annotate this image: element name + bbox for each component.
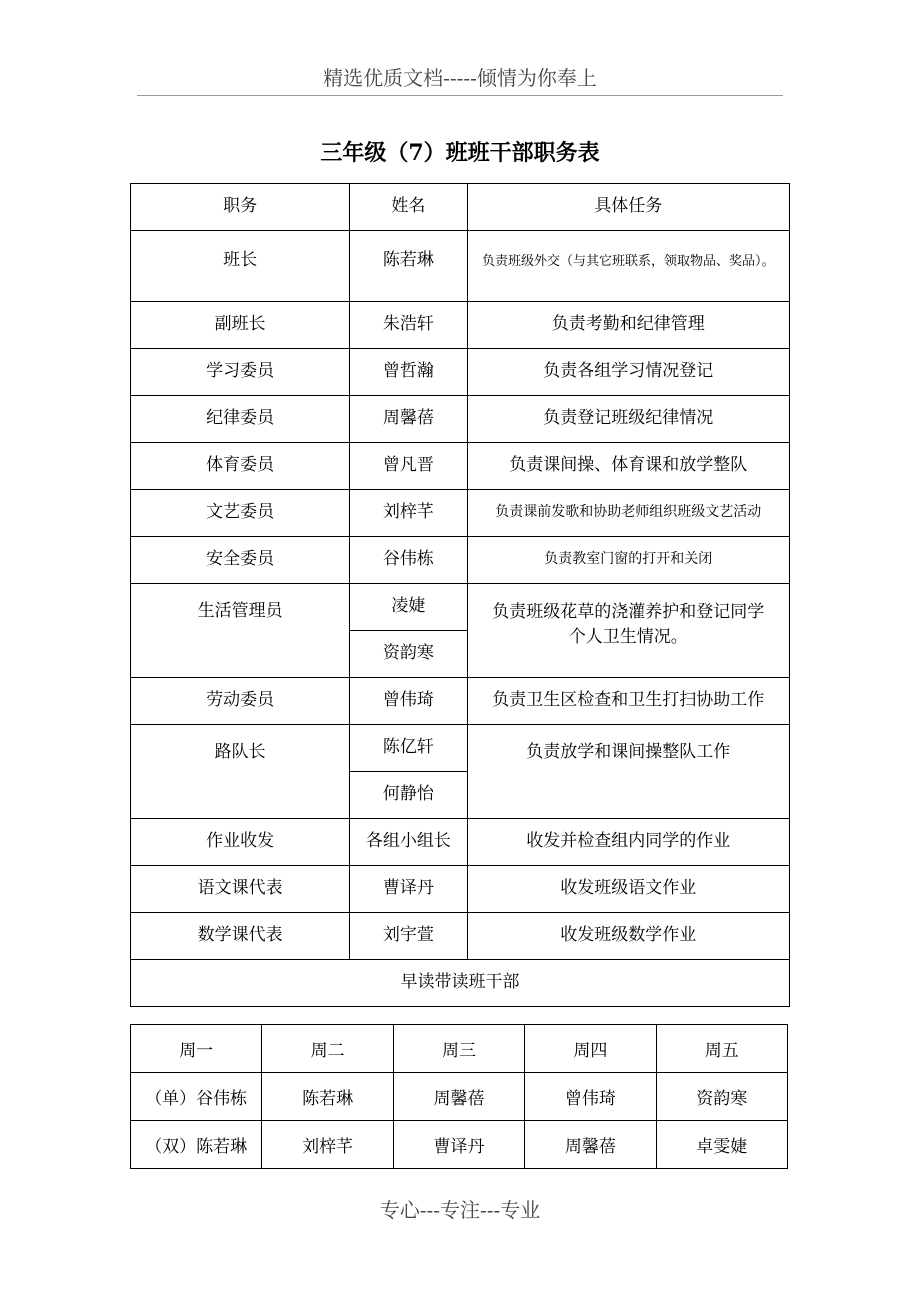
column-header-role: 职务 xyxy=(131,184,350,231)
role-cell: 纪律委员 xyxy=(131,396,350,443)
schedule-cell: 资韵寒 xyxy=(656,1073,787,1121)
name-cell: 资韵寒 xyxy=(350,631,467,678)
task-cell: 负责放学和课间操整队工作 xyxy=(467,725,790,819)
role-cell: 劳动委员 xyxy=(131,678,350,725)
table-header-row xyxy=(131,184,790,231)
task-cell: 收发班级语文作业 xyxy=(467,866,790,913)
table-row xyxy=(131,490,790,537)
role-cell: 副班长 xyxy=(131,302,350,349)
schedule-cell: 卓雯婕 xyxy=(656,1121,787,1169)
schedule-double-week-row xyxy=(131,1121,788,1169)
task-cell: 负责课前发歌和协助老师组织班级文艺活动 xyxy=(467,490,790,537)
name-cell: 曾凡晋 xyxy=(350,443,467,490)
schedule-cell: （单）谷伟栋 xyxy=(131,1073,262,1121)
schedule-cell: 周馨蓓 xyxy=(525,1121,656,1169)
day-header: 周五 xyxy=(656,1025,787,1073)
schedule-single-week-row xyxy=(131,1073,788,1121)
role-cell: 路队长 xyxy=(131,725,350,819)
role-cell: 作业收发 xyxy=(131,819,350,866)
header-divider xyxy=(137,95,783,96)
role-cell: 安全委员 xyxy=(131,537,350,584)
column-header-task: 具体任务 xyxy=(467,184,790,231)
schedule-cell: 陈若琳 xyxy=(262,1073,393,1121)
role-cell: 体育委员 xyxy=(131,443,350,490)
table-row xyxy=(131,231,790,302)
task-cell: 负责各组学习情况登记 xyxy=(467,349,790,396)
name-cell: 凌婕 xyxy=(350,584,467,631)
table-row xyxy=(131,396,790,443)
task-cell: 负责班级花草的浇灌养护和登记同学个人卫生情况。 xyxy=(467,584,790,678)
name-cell: 曾伟琦 xyxy=(350,678,467,725)
name-cell: 谷伟栋 xyxy=(350,537,467,584)
table-row xyxy=(131,443,790,490)
day-header: 周四 xyxy=(525,1025,656,1073)
task-cell: 负责教室门窗的打开和关闭 xyxy=(467,537,790,584)
task-cell: 负责课间操、体育课和放学整队 xyxy=(467,443,790,490)
role-cell: 文艺委员 xyxy=(131,490,350,537)
role-cell: 数学课代表 xyxy=(131,913,350,960)
schedule-cell: 周馨蓓 xyxy=(393,1073,524,1121)
schedule-cell: 曾伟琦 xyxy=(525,1073,656,1121)
table-row xyxy=(131,349,790,396)
task-cell: 负责卫生区检查和卫生打扫协助工作 xyxy=(467,678,790,725)
role-cell: 学习委员 xyxy=(131,349,350,396)
table-row xyxy=(131,537,790,584)
task-cell: 负责登记班级纪律情况 xyxy=(467,396,790,443)
name-cell: 陈若琳 xyxy=(350,231,467,302)
table-row xyxy=(131,584,790,631)
name-cell: 各组小组长 xyxy=(350,819,467,866)
morning-reading-schedule xyxy=(130,1024,788,1169)
role-cell: 生活管理员 xyxy=(131,584,350,678)
name-cell: 周馨蓓 xyxy=(350,396,467,443)
name-cell: 曾哲瀚 xyxy=(350,349,467,396)
table-row xyxy=(131,819,790,866)
page-footer: 专心---专注---专业 xyxy=(379,1198,541,1222)
table-row xyxy=(131,866,790,913)
schedule-day-row xyxy=(131,1025,788,1073)
column-header-name: 姓名 xyxy=(350,184,467,231)
table-row xyxy=(131,913,790,960)
name-cell: 朱浩轩 xyxy=(350,302,467,349)
name-cell: 刘宇萱 xyxy=(350,913,467,960)
table-row xyxy=(131,960,790,1007)
name-cell: 刘梓芊 xyxy=(350,490,467,537)
task-cell: 负责班级外交（与其它班联系，领取物品、奖品）。 xyxy=(467,231,790,302)
schedule-cell: （双）陈若琳 xyxy=(131,1121,262,1169)
name-cell: 曹译丹 xyxy=(350,866,467,913)
morning-reading-title: 早读带读班干部 xyxy=(131,960,790,1007)
role-cell: 班长 xyxy=(131,231,350,302)
table-row xyxy=(131,302,790,349)
day-header: 周三 xyxy=(393,1025,524,1073)
table-row xyxy=(131,725,790,772)
schedule-cell: 曹译丹 xyxy=(393,1121,524,1169)
schedule-cell: 刘梓芊 xyxy=(262,1121,393,1169)
task-cell: 收发班级数学作业 xyxy=(467,913,790,960)
day-header: 周一 xyxy=(131,1025,262,1073)
name-cell: 何静怡 xyxy=(350,772,467,819)
duty-table xyxy=(130,183,790,1007)
task-cell: 负责考勤和纪律管理 xyxy=(467,302,790,349)
role-cell: 语文课代表 xyxy=(131,866,350,913)
name-cell: 陈亿轩 xyxy=(350,725,467,772)
table-row xyxy=(131,678,790,725)
page-title: 三年级（7）班班干部职务表 xyxy=(320,140,600,166)
page-header: 精选优质文档-----倾情为你奉上 xyxy=(323,66,597,90)
task-cell: 收发并检查组内同学的作业 xyxy=(467,819,790,866)
day-header: 周二 xyxy=(262,1025,393,1073)
